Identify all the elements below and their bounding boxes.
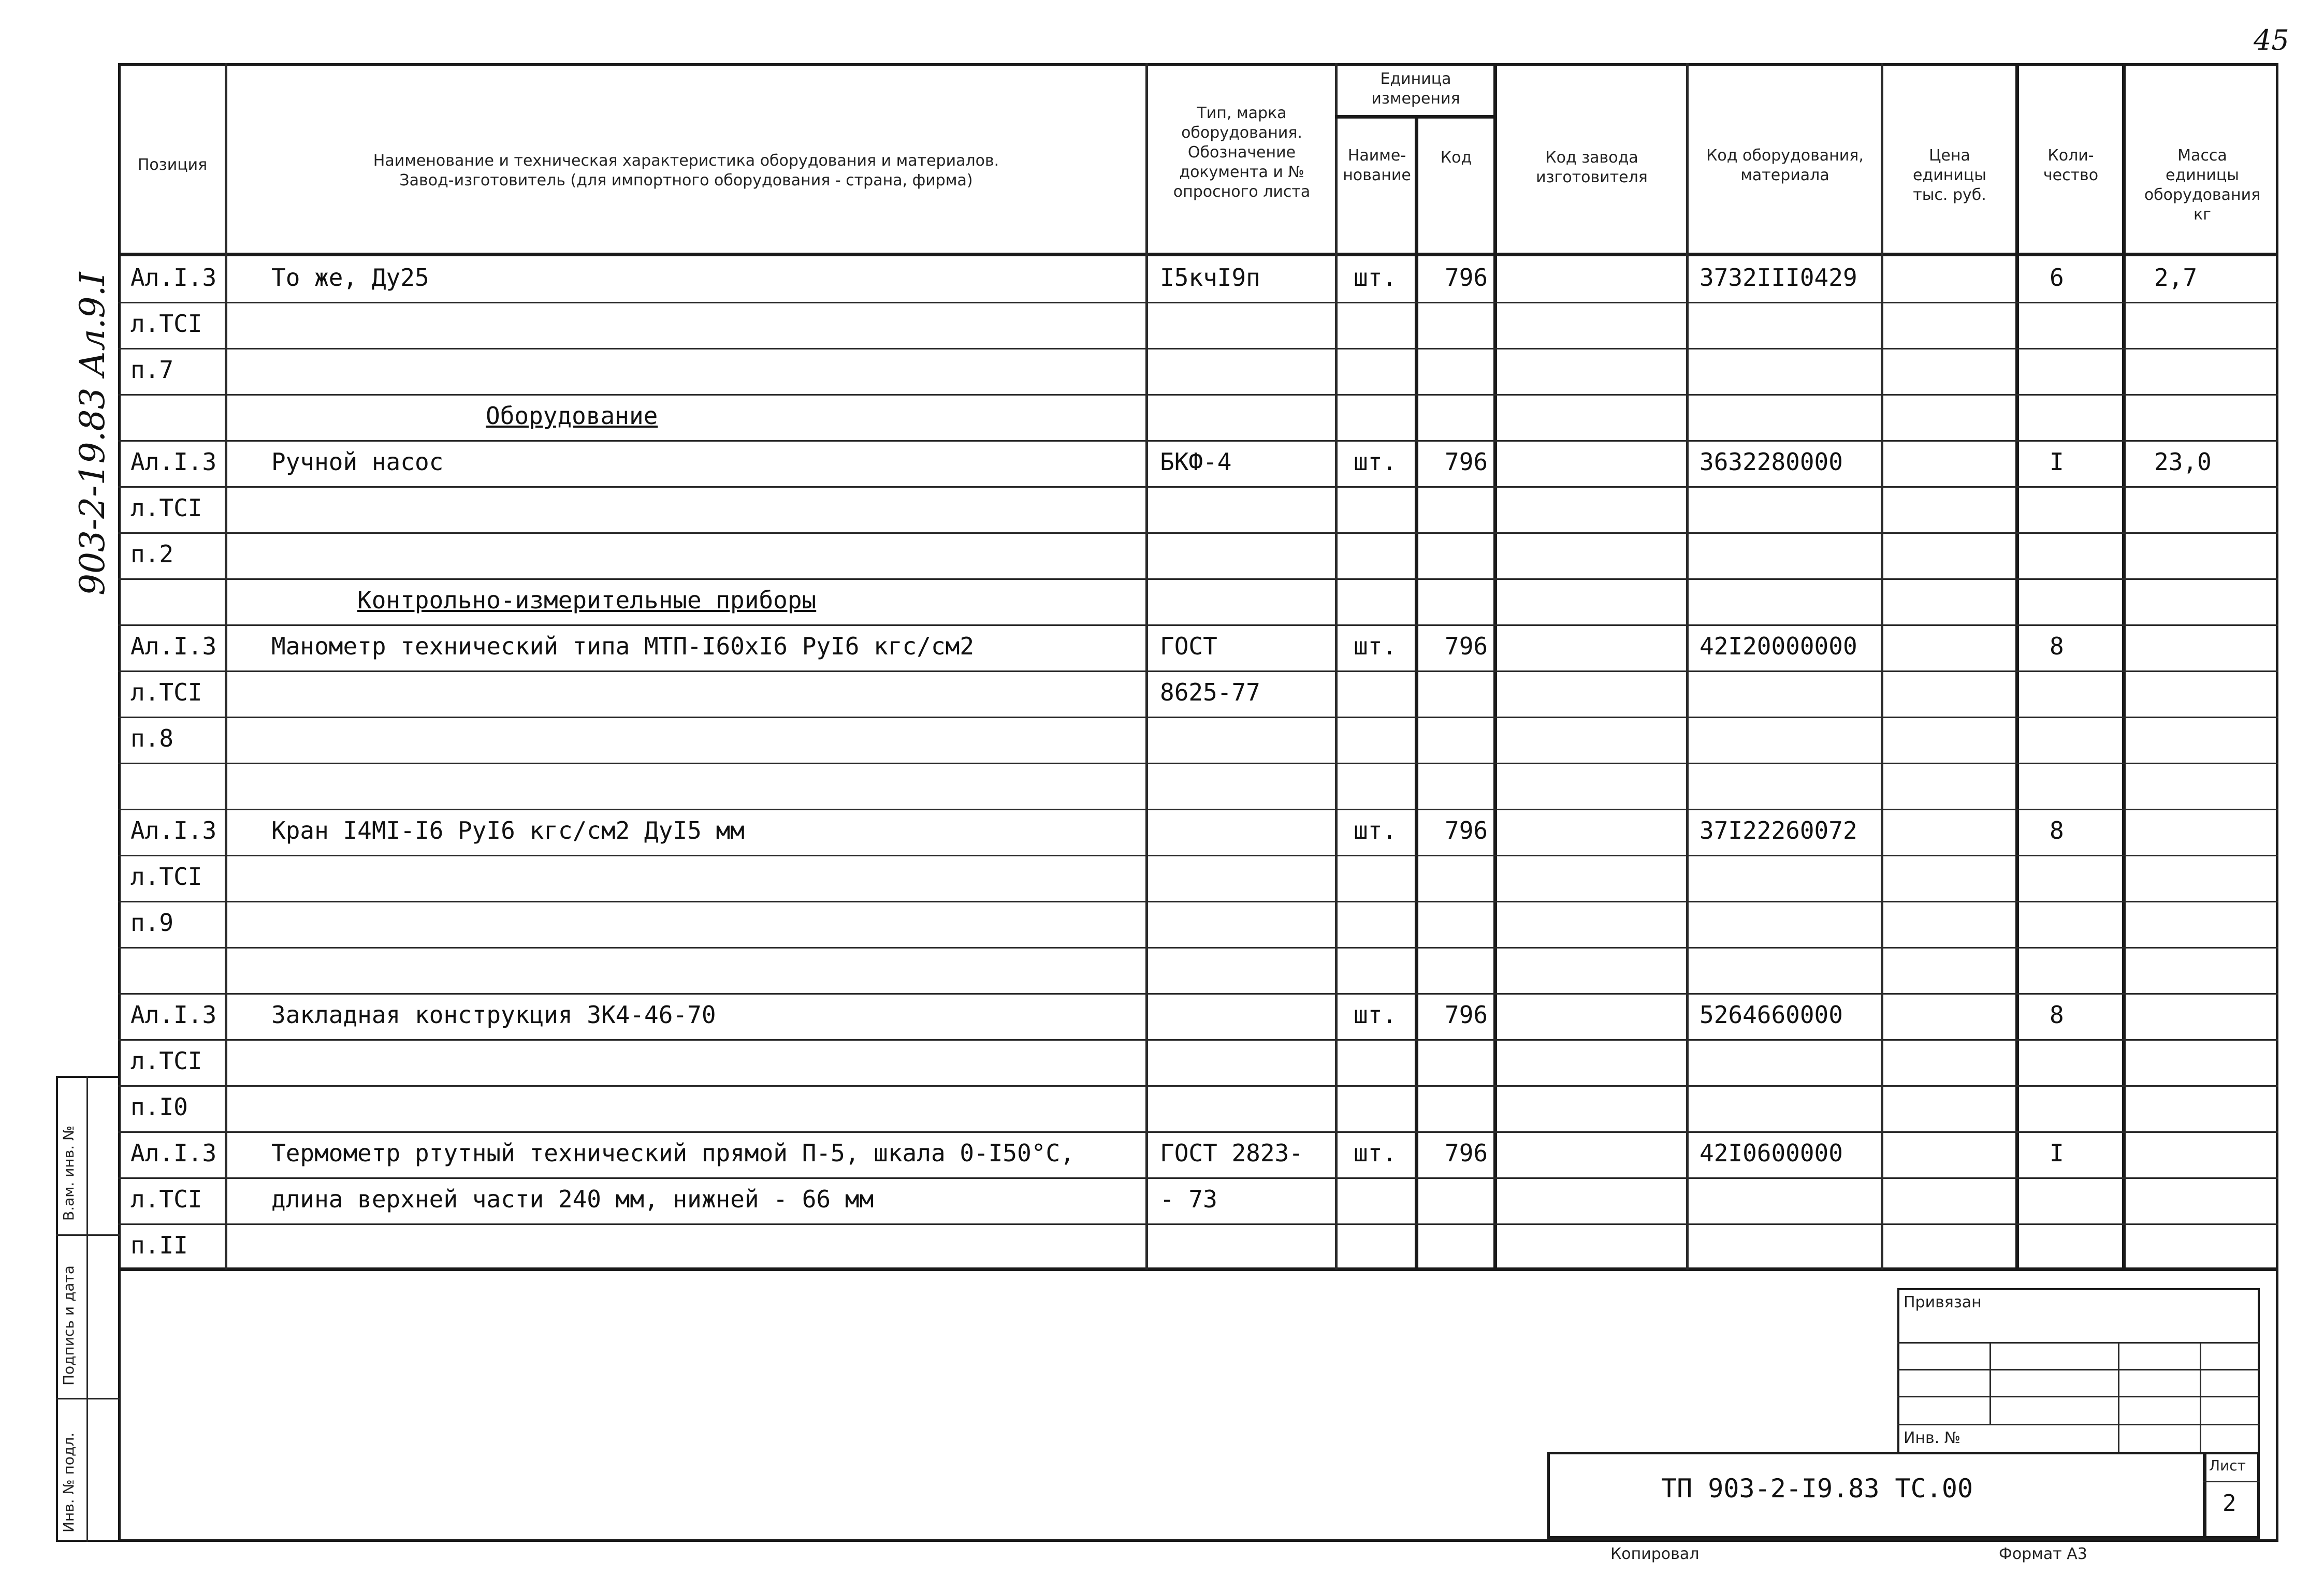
row-type: 8625-77 (1160, 678, 1260, 706)
stamp-doc-code: ТП 903-2-I9.83 ТС.00 (1661, 1474, 1973, 1504)
header-naimenovanie: Наименование и техническая характеристика оборудования и материалов. Завод-изготовитель (для импортного оборудования - страна, фирма) (373, 152, 999, 189)
section-heading: Оборудование (486, 402, 658, 430)
row-position: л.TCI (130, 310, 202, 338)
row-name: То же, Ду25 (271, 264, 429, 291)
row-name: Ручной насос (271, 448, 444, 476)
row-unit-code: 796 (1445, 1001, 1488, 1029)
row-material-code: 3632280000 (1700, 448, 1843, 476)
row-mass: 2,7 (2154, 264, 2198, 291)
header-edinitsa-naim: Наиме- нование (1343, 147, 1411, 184)
row-name: Манометр технический типа МТП-I60хI6 РуI6 кгс/см2 (271, 632, 975, 660)
row-type: ГОСТ (1160, 632, 1217, 660)
header-kod-zavoda: Код завода изготовителя (1536, 149, 1648, 186)
row-position: п.9 (130, 909, 174, 937)
row-quantity: 8 (2050, 1001, 2064, 1029)
row-position: п.II (130, 1231, 188, 1259)
row-position: Ал.I.3 (130, 816, 217, 844)
row-type: ГОСТ 2823- (1160, 1139, 1303, 1167)
row-unit-code: 796 (1445, 448, 1488, 476)
stamp-list-number: 2 (2223, 1490, 2236, 1516)
row-position: п.7 (130, 356, 174, 384)
row-name: Термометр ртутный технический прямой П-5, шкала 0-I50°С, (271, 1139, 1074, 1167)
row-position: Ал.I.3 (130, 1001, 217, 1029)
row-quantity: I (2050, 448, 2064, 476)
row-position: л.TCI (130, 678, 202, 706)
header-edinitsa-kod: Код (1440, 149, 1472, 167)
row-position: Ал.I.3 (130, 264, 217, 291)
row-position: л.TCI (130, 863, 202, 891)
row-unit: шт. (1354, 448, 1397, 476)
row-unit: шт. (1354, 632, 1397, 660)
stamp-list-label: Лист (2209, 1457, 2246, 1474)
row-type: - 73 (1160, 1185, 1217, 1213)
header-kolichestvo: Коли- чество (2043, 147, 2099, 184)
row-type: I5кчI9п (1160, 264, 1260, 291)
side-stamp-inv-podl: Инв. № подл. (60, 1432, 77, 1533)
page-number: 45 (2254, 24, 2289, 56)
row-quantity: I (2050, 1139, 2064, 1167)
header-massa: Масса единицы оборудования кг (2144, 147, 2261, 224)
row-unit: шт. (1354, 264, 1397, 291)
row-material-code: 42I20000000 (1700, 632, 1857, 660)
row-position: л.TCI (130, 494, 202, 522)
row-quantity: 8 (2050, 816, 2064, 844)
header-kod-oborud: Код оборудования, материала (1706, 147, 1864, 184)
side-stamp-vzam: В.ам. инв. № (60, 1125, 77, 1221)
row-material-code: 42I0600000 (1700, 1139, 1843, 1167)
row-mass: 23,0 (2154, 448, 2212, 476)
row-unit-code: 796 (1445, 264, 1488, 291)
header-edinitsa: Единица измерения (1371, 70, 1460, 108)
row-unit: шт. (1354, 816, 1397, 844)
row-position: Ал.I.3 (130, 632, 217, 660)
row-position: л.TCI (130, 1185, 202, 1213)
row-unit-code: 796 (1445, 632, 1488, 660)
row-material-code: 3732III0429 (1700, 264, 1857, 291)
side-document-code: 903-2-19.83 Ал.9.I (72, 272, 112, 595)
header-tsena: Цена единицы тыс. руб. (1913, 147, 1986, 204)
stamp-inv-no: Инв. № (1904, 1429, 1961, 1447)
row-material-code: 37I22260072 (1700, 816, 1857, 844)
footer-format: Формат А3 (1999, 1545, 2087, 1563)
row-position: Ал.I.3 (130, 448, 217, 476)
row-type: БКФ-4 (1160, 448, 1232, 476)
side-stamp-podpis: Подпись и дата (60, 1265, 77, 1385)
row-position: л.TCI (130, 1047, 202, 1075)
row-unit: шт. (1354, 1139, 1397, 1167)
row-name: Закладная конструкция ЗК4-46-70 (271, 1001, 716, 1029)
row-unit: шт. (1354, 1001, 1397, 1029)
row-name: Кран I4МI-I6 РуI6 кгс/см2 ДуI5 мм (271, 816, 745, 844)
footer-kopiroval: Копировал (1610, 1545, 1700, 1563)
row-position: п.8 (130, 724, 174, 752)
row-name: длина верхней части 240 мм, нижней - 66 мм (271, 1185, 874, 1213)
row-position: п.2 (130, 540, 174, 568)
row-position: п.I0 (130, 1093, 188, 1121)
row-unit-code: 796 (1445, 816, 1488, 844)
stamp-privyazan: Привязан (1904, 1293, 1982, 1311)
header-pozitsia: Позиция (137, 156, 208, 174)
header-tip: Тип, марка оборудования. Обозначение документа и № опросного листа (1173, 104, 1311, 201)
row-quantity: 8 (2050, 632, 2064, 660)
row-unit-code: 796 (1445, 1139, 1488, 1167)
section-heading: Контрольно-измерительные приборы (357, 586, 817, 614)
row-material-code: 5264660000 (1700, 1001, 1843, 1029)
row-position: Ал.I.3 (130, 1139, 217, 1167)
row-quantity: 6 (2050, 264, 2064, 291)
